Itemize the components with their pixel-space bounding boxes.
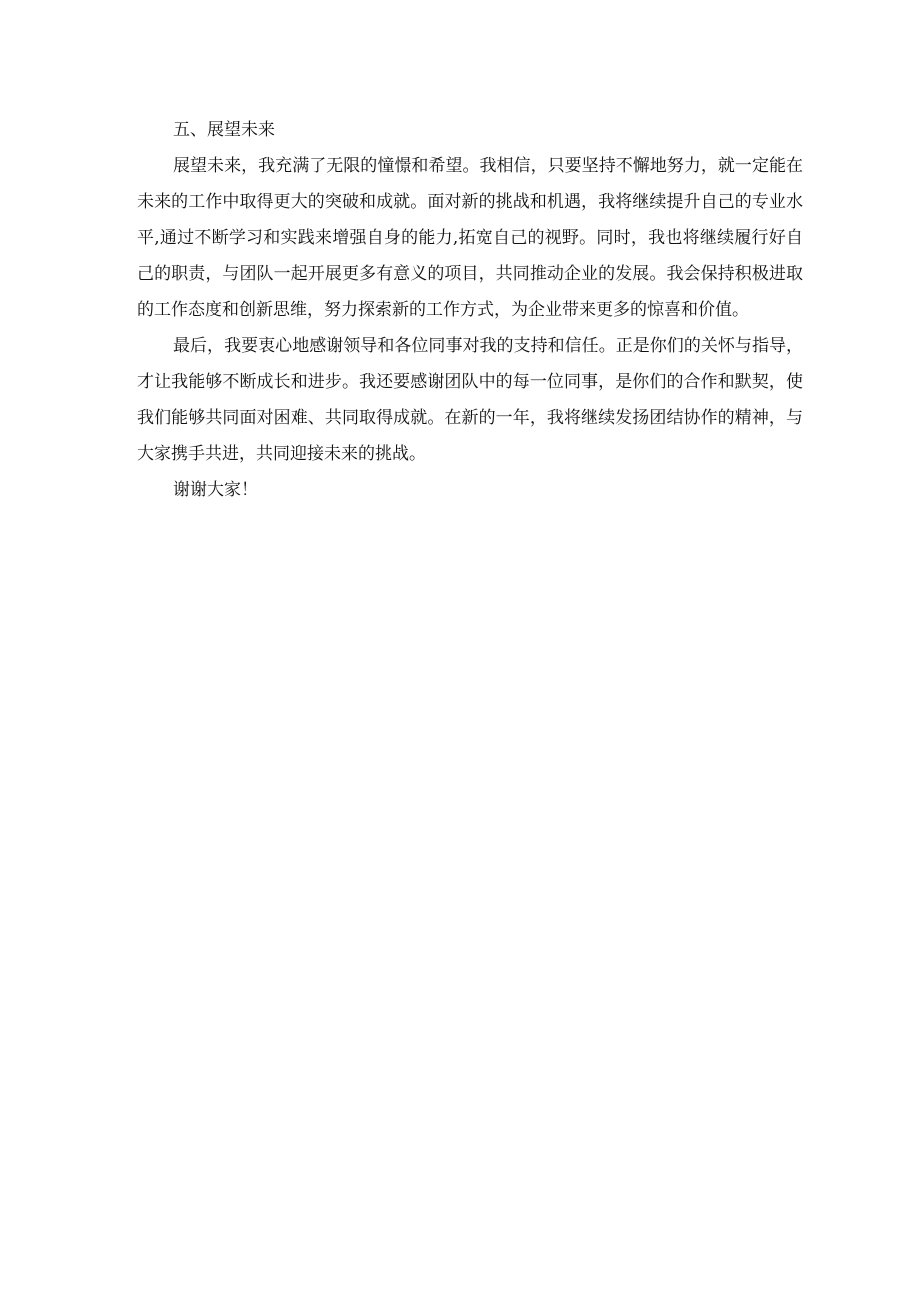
paragraph-outlook: 展望未来，我充满了无限的憧憬和希望。我相信，只要坚持不懈地努力，就一定能在未来的工作中取得更大的突破和成就。面对新的挑战和机遇，我将继续提升自己的专业水平,通过不断学习和实践来增强自身的能力,拓宽自己的视野。同时，我也将继续履行好自己的职责，与团队一起开展更多有意义的项目，共同推动企业的发展。我会保持积极进取的工作态度和创新思维，努力探索新的工作方式，为企业带来更多的惊喜和价值。 bbox=[137, 156, 803, 320]
document-body bbox=[137, 112, 803, 508]
paragraph-closing: 谢谢大家！ bbox=[173, 480, 258, 500]
paragraph-thanks: 最后，我要衷心地感谢领导和各位同事对我的支持和信任。正是你们的关怀与指导，才让我能够不断成长和进步。我还要感谢团队中的每一位同事，是你们的合作和默契，使我们能够共同面对困难、共同取得成就。在新的一年，我将继续发扬团结协作的精神，与大家携手共进，共同迎接未来的挑战。 bbox=[137, 336, 803, 464]
section-heading: 五、展望未来 bbox=[173, 120, 275, 140]
